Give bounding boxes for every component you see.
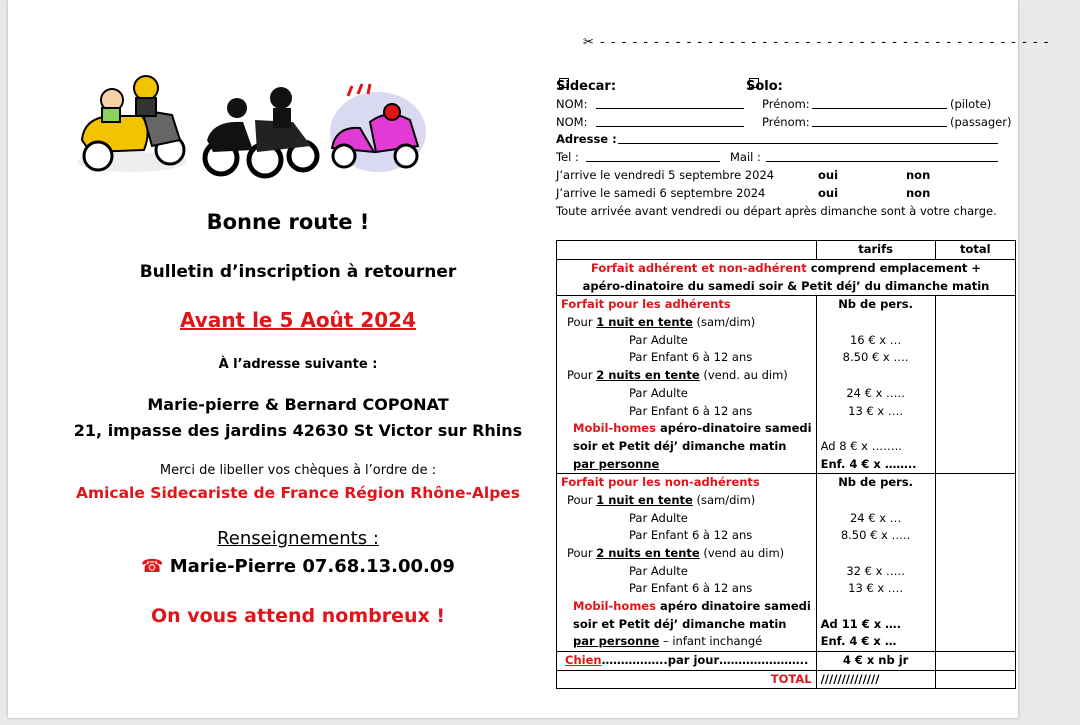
non-adherents-mobil-price-ad[interactable]: Ad 11 € x …. <box>816 615 935 633</box>
two-motorcycles-illustration <box>193 80 323 180</box>
chien-row: Chien……………..par jour………………….. <box>557 651 817 670</box>
deadline: Avant le 5 Août 2024 <box>180 308 416 332</box>
non-adherents-mobil-2: soir et Petit déj’ dimanche matin <box>557 615 817 633</box>
saturday-non[interactable]: non <box>906 185 931 200</box>
non-adherents-nb: Nb de pers. <box>816 473 935 491</box>
charge-note: Toute arrivée avant vendredi ou départ après dimanche sont à votre charge. <box>556 203 997 218</box>
solo-label: Solo: <box>746 79 783 94</box>
telephone-icon: ☎ <box>141 556 164 577</box>
address-names: Marie-pierre & Bernard COPONAT <box>147 395 449 414</box>
adherents-heading: Forfait pour les adhérents <box>557 296 817 314</box>
pricing-table <box>556 240 1016 689</box>
pilot-nom-field[interactable] <box>596 96 744 109</box>
arrive-friday: J’arrive le vendredi 5 septembre 2024 <box>556 167 775 182</box>
non-adherents-mobil-3: par personne – infant inchangé <box>557 633 817 651</box>
adherents-mobil-price-ad[interactable]: Ad 8 € x …….. <box>816 438 935 456</box>
adherents-adult-2: Par Adulte <box>557 385 817 403</box>
prenom-label-2: Prénom: <box>762 114 810 129</box>
non-adherents-mobil-price-enf[interactable]: Enf. 4 € x … <box>816 633 935 651</box>
sidecar-checkbox[interactable] <box>559 78 569 88</box>
total-label: TOTAL <box>557 670 817 689</box>
non-adherents-child-2: Par Enfant 6 à 12 ans <box>557 580 817 598</box>
forfait-line-1: Forfait adhérent et non-adhérent comprend emplacement + <box>557 259 1016 277</box>
col-header-tarifs: tarifs <box>816 241 935 260</box>
grand-total-cell[interactable] <box>935 670 1015 689</box>
non-adherents-child-1: Par Enfant 6 à 12 ans <box>557 527 817 545</box>
non-adherents-mobil-1: Mobil-homes apéro dinatoire samedi <box>557 598 817 616</box>
cut-line: ✂ - - - - - - - - - - - - - - - - - - - - - - - - - - - - - - - - - - - - - - - - - - <box>583 35 1050 50</box>
arrive-saturday: J’arrive le samedi 6 septembre 2024 <box>556 185 766 200</box>
adherents-child-price-2[interactable]: 13 € x …. <box>816 402 935 420</box>
adherents-one-night: Pour 1 nuit en tente (sam/dim) <box>557 314 817 332</box>
passenger-nom-field[interactable] <box>596 114 744 127</box>
non-adherents-adult-1: Par Adulte <box>557 509 817 527</box>
adherents-nb: Nb de pers. <box>816 296 935 314</box>
adherents-child-2: Par Enfant 6 à 12 ans <box>557 402 817 420</box>
pink-sidecar-illustration <box>318 82 428 182</box>
tel-label: Tel : <box>556 150 579 165</box>
friday-oui[interactable]: oui <box>818 167 839 182</box>
info-heading: Renseignements : <box>217 528 379 549</box>
adherents-adult-price-2[interactable]: 24 € x ….. <box>816 385 935 403</box>
nom-label-2: NOM: <box>556 114 588 129</box>
pilote-label: (pilote) <box>950 96 992 111</box>
solo-checkbox[interactable] <box>749 78 759 88</box>
saturday-oui[interactable]: oui <box>818 185 839 200</box>
cheque-intro: Merci de libeller vos chèques à l’ordre de : <box>159 463 437 478</box>
mail-field[interactable] <box>766 149 998 162</box>
friday-non[interactable]: non <box>906 167 931 182</box>
adherents-total-cell[interactable] <box>935 296 1015 314</box>
prenom-label: Prénom: <box>762 96 810 111</box>
non-adherents-two-nights: Pour 2 nuits en tente (vend au dim) <box>557 545 817 563</box>
phone-contact <box>88 556 508 577</box>
non-adherents-adult-price-1[interactable]: 24 € x … <box>816 509 935 527</box>
registration-flyer <box>8 0 1050 718</box>
adherents-adult-price-1[interactable]: 16 € x … <box>816 331 935 349</box>
pilot-prenom-field[interactable] <box>812 96 947 109</box>
adherents-two-nights: Pour 2 nuits en tente (vend. au dim) <box>557 367 817 385</box>
mail-label: Mail : <box>730 150 761 165</box>
adherents-mobil-1: Mobil-homes apéro-dinatoire samedi <box>557 420 817 438</box>
total-slashes: ////////////// <box>816 670 935 689</box>
nom-label: NOM: <box>556 96 588 111</box>
address-street: 21, impasse des jardins 42630 St Victor sur Rhins <box>73 421 523 440</box>
chien-price[interactable]: 4 € x nb jr <box>816 651 935 670</box>
tel-field[interactable] <box>586 149 720 162</box>
non-adherents-adult-price-2[interactable]: 32 € x ….. <box>816 562 935 580</box>
adresse-field[interactable] <box>618 131 998 144</box>
passager-label: (passager) <box>950 114 1012 129</box>
non-adherents-heading: Forfait pour les non-adhérents <box>557 473 817 491</box>
subtitle: Bulletin d’inscription à retourner <box>139 262 457 282</box>
registration-form <box>556 78 1026 220</box>
phone-text: Marie-Pierre 07.68.13.00.09 <box>169 556 455 577</box>
forfait-line-2: apéro-dinatoire du samedi soir & Petit déj’ du dimanche matin <box>557 277 1016 295</box>
passenger-prenom-field[interactable] <box>812 114 947 127</box>
adresse-label: Adresse : <box>556 132 617 147</box>
adherents-adult-1: Par Adulte <box>557 331 817 349</box>
cheque-payee: Amicale Sidecariste de France Région Rhône-Alpes <box>75 484 521 502</box>
non-adherents-adult-2: Par Adulte <box>557 562 817 580</box>
non-adherents-total-cell[interactable] <box>935 473 1015 491</box>
col-header-total: total <box>935 241 1015 260</box>
non-adherents-one-night: Pour 1 nuit en tente (sam/dim) <box>557 492 817 510</box>
closing-message: On vous attend nombreux ! <box>150 605 446 627</box>
address-intro: À l’adresse suivante : <box>218 357 378 372</box>
sidecar-cartoon-illustration <box>72 70 192 182</box>
non-adherents-child-price-1[interactable]: 8.50 € x ….. <box>816 527 935 545</box>
sidecar-label: Sidecar: <box>556 79 617 94</box>
adherents-child-price-1[interactable]: 8.50 € x …. <box>816 349 935 367</box>
page-title: Bonne route ! <box>206 210 370 234</box>
non-adherents-child-price-2[interactable]: 13 € x …. <box>816 580 935 598</box>
adherents-child-1: Par Enfant 6 à 12 ans <box>557 349 817 367</box>
adherents-mobil-2: soir et Petit déj’ dimanche matin <box>557 438 817 456</box>
adherents-mobil-3: par personne <box>557 455 817 473</box>
adherents-mobil-price-enf[interactable]: Enf. 4 € x …….. <box>816 455 935 473</box>
